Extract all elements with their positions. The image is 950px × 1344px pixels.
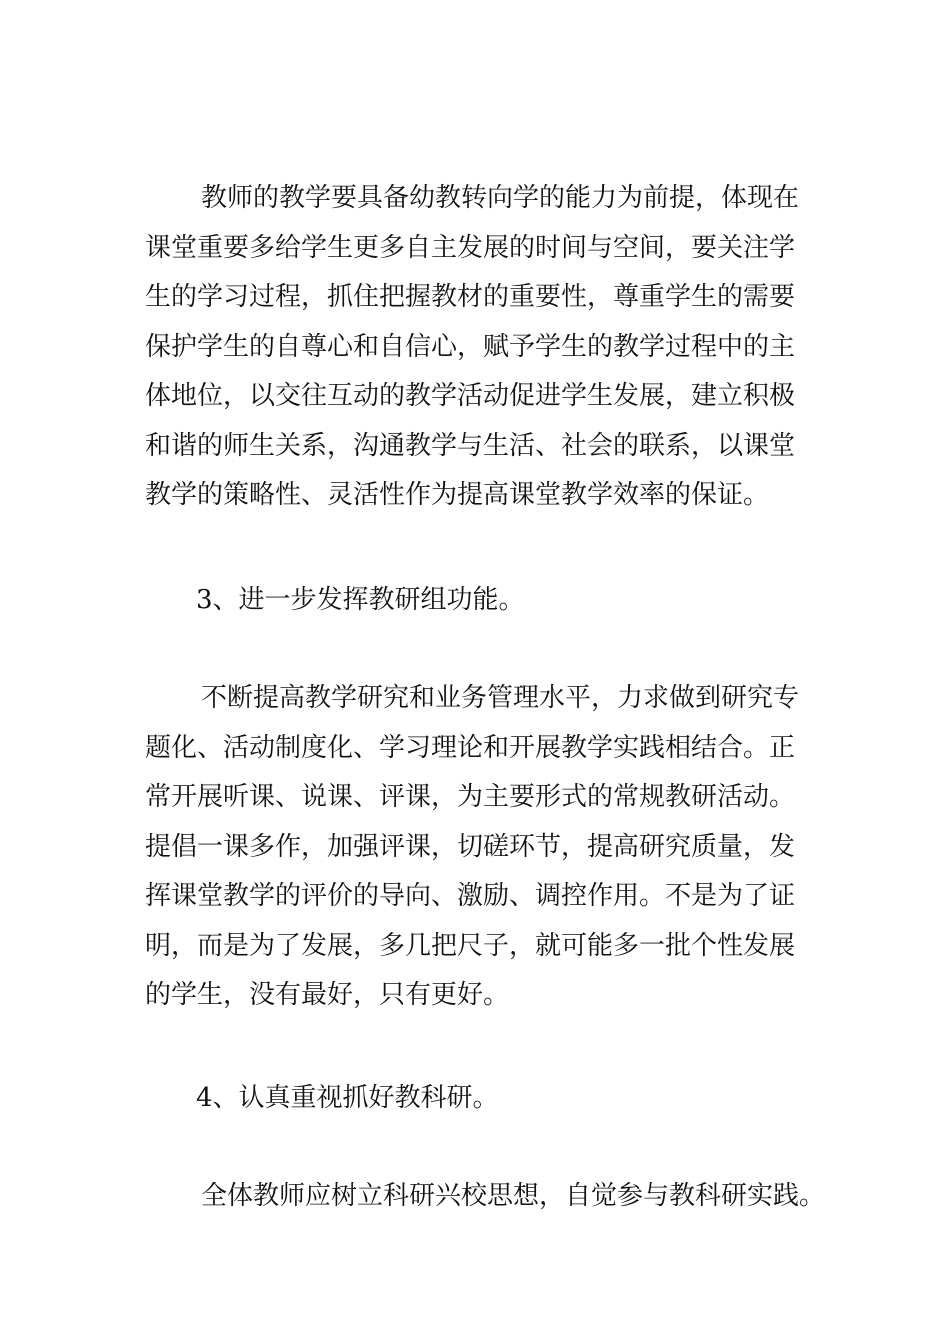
heading-line: 4、认真重视抓好教科研。	[196, 1083, 499, 1113]
paragraph-line: 保护学生的自尊心和自信心，赋予学生的教学过程中的主	[145, 331, 796, 362]
paragraph-line: 教师的教学要具备幼教转向学的能力为前提，体现在	[201, 183, 800, 213]
paragraph-line: 挥课堂教学的评价的导向、激励、调控作用。不是为了证	[145, 881, 796, 911]
paragraph-line: 常开展听课、说课、评课，为主要形式的常规教研活动。	[145, 782, 796, 812]
paragraph-line: 的学生，没有最好，只有更好。	[145, 980, 510, 1010]
paragraph-research-group	[145, 674, 825, 1021]
paragraph-research-practice	[145, 1172, 825, 1222]
paragraph-line: 全体教师应树立科研兴校思想，自觉参与教科研实践。	[201, 1181, 826, 1211]
paragraph-line: 体地位，以交往互动的教学活动促进学生发展，建立积极	[145, 381, 796, 411]
paragraph-line: 题化、活动制度化、学习理论和开展教学实践相结合。正	[145, 732, 796, 763]
paragraph-line: 提倡一课多作，加强评课，切磋环节，提高研究质量，发	[145, 831, 796, 862]
paragraph-line: 和谐的师生关系，沟通教学与生活、社会的联系，以课堂	[145, 430, 796, 461]
section-heading-3	[145, 576, 825, 626]
section-heading-4	[145, 1074, 825, 1124]
paragraph-line: 不断提高教学研究和业务管理水平，力求做到研究专	[201, 683, 800, 713]
paragraph-teaching-approach	[145, 174, 825, 521]
paragraph-line: 教学的策略性、灵活性作为提高课堂教学效率的保证。	[145, 480, 770, 510]
paragraph-line: 生的学习过程，抓住把握教材的重要性，尊重学生的需要	[145, 282, 796, 312]
heading-line: 3、进一步发挥教研组功能。	[196, 585, 525, 615]
paragraph-line: 明，而是为了发展，多几把尺子，就可能多一批个性发展	[145, 930, 796, 961]
paragraph-line: 课堂重要多给学生更多自主发展的时间与空间，要关注学	[145, 232, 796, 263]
